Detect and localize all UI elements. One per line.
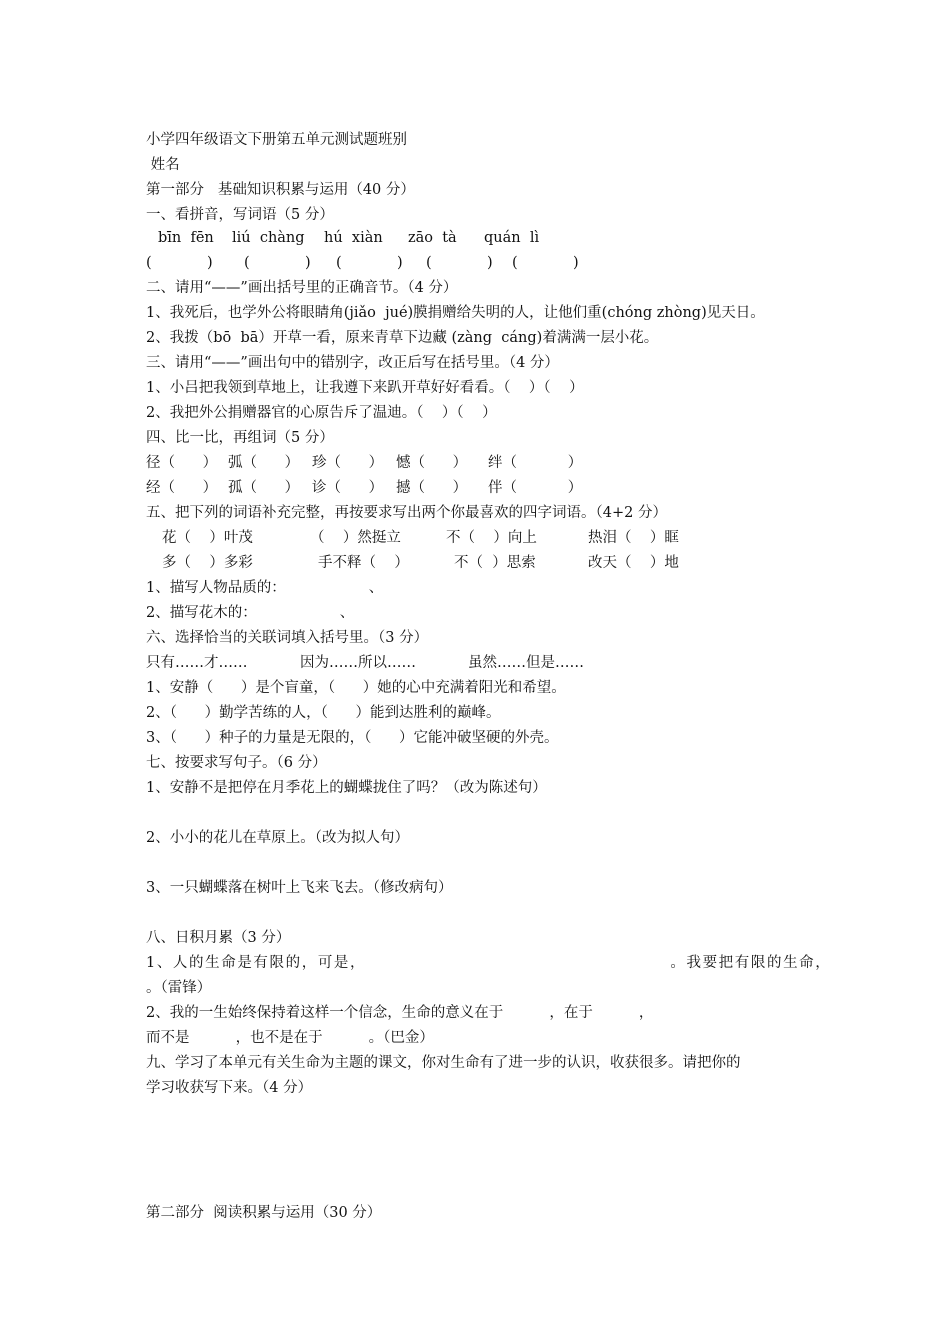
q2-item: 2、我拨（bō bā）开草一看，原来青草下边藏 (zàng cáng)着满满一层小花。 bbox=[146, 330, 659, 346]
q1-pinyin: liú chàng bbox=[232, 230, 305, 246]
q7-heading: 七、按要求写句子。（6 分） bbox=[146, 755, 327, 771]
q1-blank: ( ) bbox=[146, 255, 213, 271]
q1-pinyin-row bbox=[146, 228, 826, 248]
q7-item: 1、安静不是把停在月季花上的蝴蝶拢住了吗？（改为陈述句） bbox=[146, 780, 547, 796]
q5-item: 1、描写人物品质的： 、 bbox=[146, 580, 384, 596]
q4-cell: 经（ ） bbox=[146, 480, 218, 496]
q5-cell: 多（ ）多彩 bbox=[162, 555, 253, 571]
q1-blank: ( ) bbox=[244, 255, 311, 271]
q4-cell: 绊（ ） bbox=[488, 455, 583, 471]
q4-cell: 撼（ ） bbox=[396, 480, 468, 496]
q8-item2-line1: 2、我的一生始终保持着这样一个信念，生命的意义在于 ，在于 ， bbox=[146, 1005, 654, 1021]
q3-item: 1、小吕把我领到草地上，让我遵下来趴开草好好看看。（ ）（ ） bbox=[146, 380, 584, 396]
q6-option: 虽然……但是…… bbox=[468, 655, 584, 671]
q6-item: 2、（ ）勤学苦练的人，（ ）能到达胜利的巅峰。 bbox=[146, 705, 501, 721]
part2-heading: 第二部分 阅读积累与运用（30 分） bbox=[146, 1205, 382, 1221]
q5-row bbox=[146, 553, 826, 573]
q5-cell: 改天（ ）地 bbox=[588, 555, 679, 571]
q4-heading: 四、比一比，再组词（5 分） bbox=[146, 430, 334, 446]
q6-heading: 六、选择恰当的关联词填入括号里。（3 分） bbox=[146, 630, 429, 646]
q8-item2-line2: 而不是 ，也不是在于 。（巴金） bbox=[146, 1030, 434, 1046]
q6-option: 因为……所以…… bbox=[300, 655, 416, 671]
q5-cell: 不（ ）思索 bbox=[454, 555, 536, 571]
q5-cell: 热泪（ ）眶 bbox=[588, 530, 679, 546]
q6-option: 只有……才…… bbox=[146, 655, 248, 671]
q8-heading: 八、日积月累（3 分） bbox=[146, 930, 291, 946]
part1-heading: 第一部分 基础知识积累与运用（40 分） bbox=[146, 182, 415, 198]
q9-line2: 学习收获写下来。（4 分） bbox=[146, 1080, 313, 1096]
q5-cell: 手不释（ ） bbox=[318, 555, 409, 571]
q5-cell: （ ）然挺立 bbox=[310, 530, 401, 546]
q4-cell: 珍（ ） bbox=[312, 455, 384, 471]
q1-pinyin: quán lì bbox=[484, 230, 540, 246]
q4-row bbox=[146, 453, 826, 473]
q1-blank: ( ) bbox=[512, 255, 579, 271]
q4-cell: 诊（ ） bbox=[312, 480, 384, 496]
exam-title: 小学四年级语文下册第五单元测试题班别 bbox=[146, 132, 407, 148]
q4-cell: 弧（ ） bbox=[228, 455, 300, 471]
q1-pinyin: bīn fēn bbox=[158, 230, 214, 246]
q4-cell: 伴（ ） bbox=[488, 480, 583, 496]
q1-heading: 一、看拼音，写词语（5 分） bbox=[146, 207, 334, 223]
q1-blank: ( ) bbox=[426, 255, 493, 271]
q4-row bbox=[146, 478, 826, 498]
q1-pinyin: zāo tà bbox=[408, 230, 457, 246]
q8-item1-line1: 1、人的生命是有限的，可是， 。我要把有限的生命， bbox=[146, 955, 832, 971]
q7-item: 2、小小的花儿在草原上。（改为拟人句） bbox=[146, 830, 409, 846]
q2-heading: 二、请用“——”画出括号里的正确音节。（4 分） bbox=[146, 280, 458, 296]
q4-cell: 憾（ ） bbox=[396, 455, 468, 471]
q6-options-row bbox=[146, 653, 826, 673]
q5-cell: 花（ ）叶茂 bbox=[162, 530, 253, 546]
q5-heading: 五、把下列的词语补充完整，再按要求写出两个你最喜欢的四字词语。（4+2 分） bbox=[146, 505, 667, 521]
q3-item: 2、我把外公捐赠器官的心原告斥了温迪。（ ）（ ） bbox=[146, 405, 497, 421]
q2-item: 1、我死后，也学外公将眼睛角(jiǎo jué)膜捐赠给失明的人，让他们重(chóng zhòng)见天日。 bbox=[146, 305, 765, 321]
q5-cell: 不（ ）向上 bbox=[446, 530, 537, 546]
q4-cell: 孤（ ） bbox=[228, 480, 300, 496]
q3-heading: 三、请用“——”画出句中的错别字，改正后写在括号里。（4 分） bbox=[146, 355, 559, 371]
q6-item: 1、安静（ ）是个盲童，（ ）她的心中充满着阳光和希望。 bbox=[146, 680, 566, 696]
q5-item: 2、描写花木的： 、 bbox=[146, 605, 355, 621]
q7-item: 3、一只蝴蝶落在树叶上飞来飞去。（修改病句） bbox=[146, 880, 453, 896]
q1-blank: ( ) bbox=[336, 255, 403, 271]
q1-blank-row bbox=[146, 253, 826, 273]
q6-item: 3、（ ）种子的力量是无限的，（ ）它能冲破坚硬的外壳。 bbox=[146, 730, 559, 746]
q8-item1-line2: 。（雷锋） bbox=[146, 980, 212, 996]
q5-row bbox=[146, 528, 826, 548]
name-line: 姓名 bbox=[146, 157, 180, 173]
q1-pinyin: hú xiàn bbox=[324, 230, 383, 246]
q9-line1: 九、学习了本单元有关生命为主题的课文，你对生命有了进一步的认识，收获很多。请把你的 bbox=[146, 1055, 741, 1071]
q4-cell: 径（ ） bbox=[146, 455, 218, 471]
